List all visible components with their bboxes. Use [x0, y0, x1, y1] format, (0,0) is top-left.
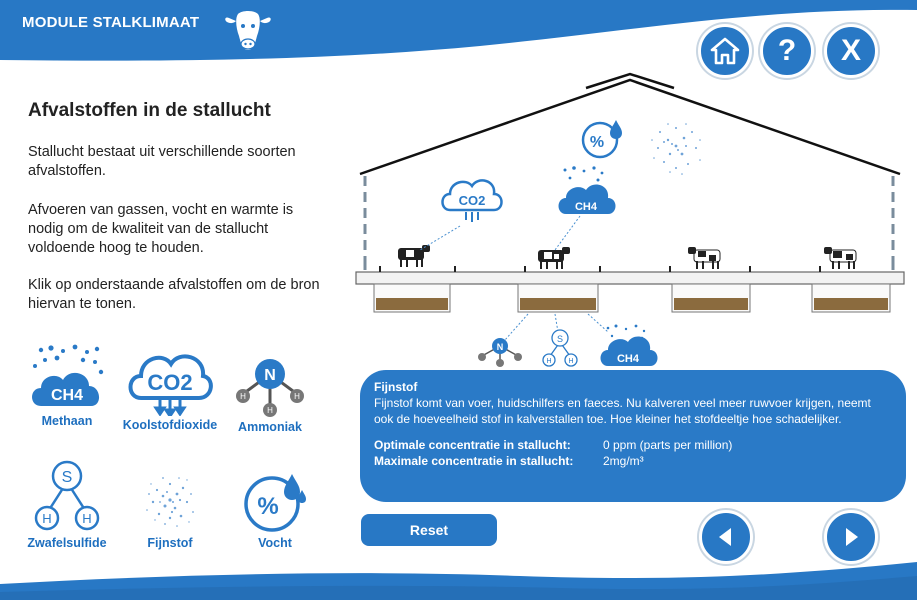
pit-methane-icon	[601, 325, 658, 367]
intro-paragraph: Stallucht bestaat uit verschillende soorten afvalstoffen.	[28, 144, 296, 179]
previous-button[interactable]	[699, 510, 753, 564]
barn-walls	[365, 176, 893, 270]
waste-item-fijnstof[interactable]	[115, 466, 225, 550]
max-concentration-row	[374, 453, 892, 469]
footer-wave	[0, 540, 917, 600]
ammonia-molecule-icon	[225, 352, 315, 418]
waste-item-ammoniak[interactable]	[215, 352, 325, 434]
waste-label-koolstofdioxide: Koolstofdioxide	[122, 418, 218, 432]
svg-text:%: %	[589, 134, 605, 151]
methane-symbol: CH4	[50, 387, 84, 404]
svg-text:H: H	[267, 406, 273, 415]
optimal-concentration-label: Optimale concentratie in stallucht:	[374, 438, 571, 452]
svg-text:N: N	[496, 342, 504, 352]
waste-item-vocht[interactable]	[220, 468, 330, 550]
svg-text:CH4: CH4	[616, 353, 640, 365]
optimal-concentration-value: 0 ppm (parts per million)	[603, 438, 733, 452]
pit-sulfide-icon	[543, 330, 577, 366]
waste-label-zwafelsulfide: Zwafelsulfide	[27, 536, 107, 550]
percent-symbol: %	[257, 493, 279, 520]
methane-cloud-icon	[27, 344, 107, 412]
svg-text:S: S	[556, 334, 564, 344]
instruction-paragraph: Klik op onderstaande afvalstoffen om de bron hiervan te tonen.	[28, 277, 320, 312]
sulfur-symbol: S	[61, 469, 73, 486]
optimal-concentration-row	[374, 437, 892, 453]
info-description: Fijnstof komt van voer, huidschilfers en faeces. Nu kalveren veel meer ruwvoer krijgen, neemt ook de hoeveelheid stof in kalverstallen toe. Hoe kleiner het stofdeeltje hoe schadelijker.	[374, 396, 871, 426]
waste-item-koolstofdioxide[interactable]	[115, 344, 225, 432]
humidity-percent-drop-icon	[240, 468, 310, 534]
arrow-right-icon	[838, 524, 864, 550]
max-concentration-value: 2mg/m³	[603, 454, 644, 468]
svg-text:H: H	[240, 392, 246, 401]
close-button[interactable]: X	[824, 24, 878, 78]
max-concentration-label: Maximale concentratie in stallucht:	[374, 454, 574, 468]
page-title: Afvalstoffen in de stallucht	[28, 100, 271, 121]
svg-text:H: H	[82, 511, 92, 526]
svg-text:CH4: CH4	[574, 201, 598, 213]
module-title: MODULE STALKLIMAAT	[22, 14, 200, 31]
waste-label-vocht: Vocht	[258, 536, 292, 550]
barn-roof	[360, 74, 900, 174]
barn-illustration	[350, 70, 910, 380]
co2-cloud-icon	[125, 344, 215, 416]
manure-pits	[374, 284, 890, 312]
svg-text:H: H	[546, 358, 552, 365]
waste-label-methaan: Methaan	[41, 414, 93, 428]
svg-text:H: H	[294, 392, 300, 401]
hydrogen-sulfide-molecule-icon	[27, 456, 107, 534]
dust-particles-icon	[135, 466, 205, 534]
info-panel	[360, 370, 906, 502]
cows	[398, 245, 856, 269]
next-button[interactable]	[824, 510, 878, 564]
info-title: Fijnstof	[374, 380, 418, 394]
barn-floor	[356, 266, 904, 284]
home-icon	[709, 36, 741, 66]
ventilation-paragraph: Afvoeren van gassen, vocht en warmte is nodig om de kwaliteit van de stallucht voldoende hoog te houden.	[28, 202, 294, 256]
svg-text:H: H	[568, 358, 574, 365]
arrow-left-icon	[713, 524, 739, 550]
barn-co2-cloud-icon	[420, 180, 502, 250]
waste-label-fijnstof: Fijnstof	[147, 536, 193, 550]
co2-symbol: CO2	[147, 370, 193, 395]
svg-text:CO2: CO2	[458, 193, 486, 208]
waste-item-zwafelsulfide[interactable]	[12, 456, 122, 550]
svg-text:H: H	[42, 511, 52, 526]
cow-head-logo-icon	[223, 6, 273, 56]
pit-emissions	[478, 314, 658, 367]
help-button[interactable]: ?	[760, 24, 814, 78]
barn-humidity-icon	[583, 120, 622, 157]
waste-label-ammoniak: Ammoniak	[238, 420, 302, 434]
pit-ammonia-icon	[478, 338, 522, 367]
barn-ch4-cloud-icon	[555, 166, 616, 250]
waste-item-methaan[interactable]	[12, 344, 122, 428]
barn-dust-icon	[651, 123, 701, 175]
nitrogen-symbol: N	[264, 367, 276, 384]
reset-button[interactable]: Reset	[361, 514, 497, 546]
